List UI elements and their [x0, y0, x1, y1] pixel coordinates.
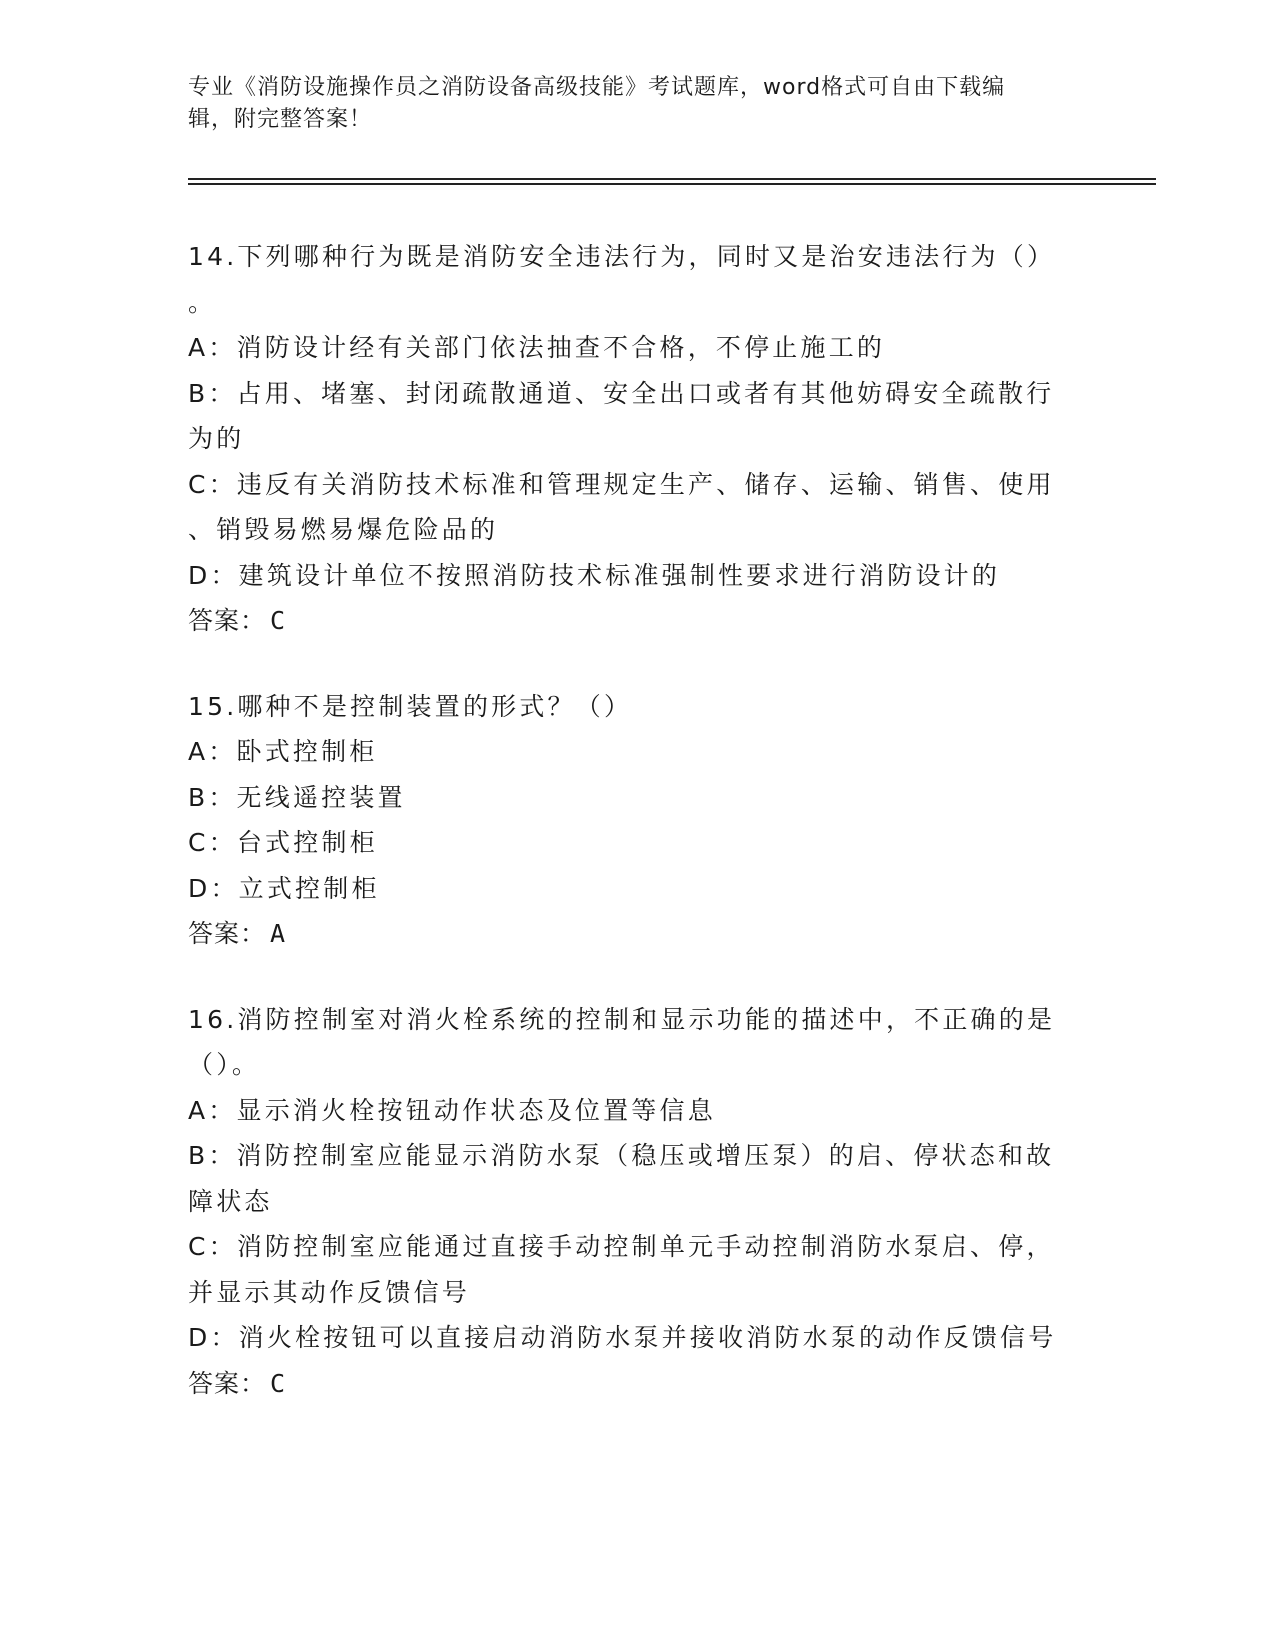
- option-c-continued: 并显示其动作反馈信号: [188, 1277, 471, 1307]
- answer-line: [188, 911, 1078, 957]
- option-d: D：立式控制柜: [188, 873, 380, 903]
- option-a: A：消防设计经有关部门依法抽查不合格，不停止施工的: [188, 333, 886, 362]
- option-b-continued: 障状态: [188, 1186, 273, 1216]
- option-c: C：消防控制室应能通过直接手动控制单元手动控制消防水泵启、停，: [188, 1232, 1055, 1261]
- question-16: [188, 997, 1078, 1407]
- answer-value: A: [270, 919, 287, 948]
- answer-value: C: [270, 1368, 287, 1398]
- option-d: D：消火栓按钮可以直接启动消防水泵并接收消防水泵的动作反馈信号: [188, 1323, 1057, 1352]
- question-15: [188, 684, 1078, 957]
- question-list: [188, 234, 1078, 1446]
- option-c: C：台式控制柜: [188, 828, 378, 857]
- option-c-continued: 、销毁易燃易爆危险品的: [188, 515, 499, 544]
- option-b: B：无线遥控装置: [188, 782, 406, 812]
- answer-label: 答案：: [188, 919, 267, 948]
- answer-line: [188, 1361, 1078, 1407]
- header-divider-bottom: [188, 183, 1156, 185]
- question-stem-continued: （）。: [188, 1050, 261, 1079]
- document-header: [188, 72, 1068, 136]
- header-line-1: 专业《消防设施操作员之消防设备高级技能》考试题库，word格式可自由下载编: [188, 75, 1006, 100]
- option-d: D：建筑设计单位不按照消防技术标准强制性要求进行消防设计的: [188, 560, 1001, 590]
- question-stem-continued: 。: [188, 287, 217, 317]
- question-stem: 15.哪种不是控制装置的形式？（）: [188, 691, 633, 721]
- option-a: A：显示消火栓按钮动作状态及位置等信息: [188, 1095, 716, 1125]
- question-stem: 14.下列哪种行为既是消防安全违法行为，同时又是治安违法行为（）: [188, 242, 1056, 271]
- option-c: C：违反有关消防技术标准和管理规定生产、储存、运输、销售、使用: [188, 469, 1055, 499]
- header-line-2: 辑，附完整答案！: [188, 107, 373, 132]
- question-stem: 16.消防控制室对消火栓系统的控制和显示功能的描述中，不正确的是: [188, 1004, 1056, 1034]
- answer-value: C: [270, 606, 287, 635]
- answer-line: [188, 598, 1078, 644]
- answer-label: 答案：: [188, 606, 267, 635]
- question-14: [188, 234, 1078, 644]
- header-divider-top: [188, 178, 1156, 180]
- answer-label: 答案：: [188, 1368, 267, 1398]
- option-b: B：占用、堵塞、封闭疏散通道、安全出口或者有其他妨碍安全疏散行: [188, 378, 1055, 408]
- option-b: B：消防控制室应能显示消防水泵（稳压或增压泵）的启、停状态和故: [188, 1141, 1055, 1170]
- option-a: A：卧式控制柜: [188, 737, 378, 766]
- option-b-continued: 为的: [188, 424, 245, 453]
